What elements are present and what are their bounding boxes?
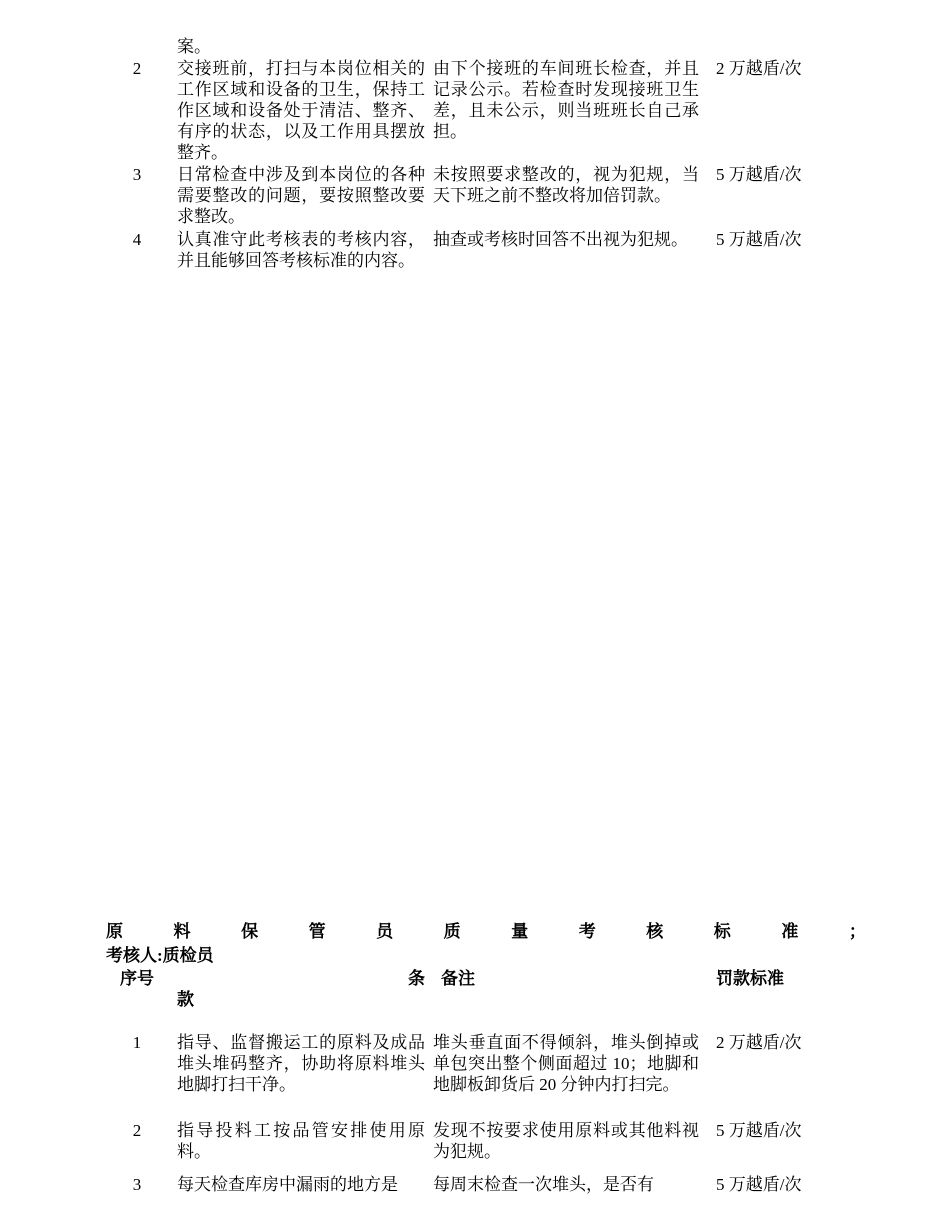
row-number: 3	[132, 165, 142, 184]
header-clause	[177, 968, 425, 1010]
row-fine: 2 万越盾/次	[716, 1033, 802, 1052]
header-clause-b: 款	[177, 990, 194, 1009]
row-note: 由下个接班的车间班长检查，并且记录公示。若检查时发现接班卫生差，且未公示，则当班班长自己承担。	[433, 59, 699, 141]
header-number: 序号	[120, 969, 154, 988]
row-number: 2	[132, 59, 142, 78]
row-clause: 交接班前，打扫与本岗位相关的工作区域和设备的卫生，保持工作区域和设备处于清洁、整齐、有序的状态，以及工作用具摆放整齐。	[177, 59, 425, 162]
row-clause: 日常检查中涉及到本岗位的各种需要整改的问题，要按照整改要求整改。	[177, 165, 425, 226]
row-note: 发现不按要求使用原料或其他料视为犯规。	[433, 1121, 699, 1161]
row-fine: 5 万越盾/次	[716, 1121, 802, 1140]
header-fine: 罚款标准	[716, 969, 784, 988]
row-fine: 5 万越盾/次	[716, 230, 802, 249]
header-note: 备注	[441, 969, 475, 988]
row-number: 3	[132, 1175, 142, 1194]
header-clause-a: 条	[408, 969, 425, 988]
row-number: 2	[132, 1121, 142, 1140]
row-note: 未按照要求整改的，视为犯规，当天下班之前不整改将加倍罚款。	[433, 165, 699, 205]
section-title	[106, 921, 866, 942]
row-note: 堆头垂直面不得倾斜，堆头倒掉或单包突出整个侧面超过 10；地脚和地脚板卸货后 20 分钟内打扫完。	[433, 1033, 699, 1094]
row-number: 4	[132, 230, 142, 249]
title-char: 考	[578, 922, 596, 941]
row-note: 每周末检查一次堆头，是否有	[433, 1175, 654, 1194]
row-clause: 指导、监督搬运工的原料及成品堆头堆码整齐，协助将原料堆头地脚打扫干净。	[177, 1033, 425, 1094]
title-char: 质	[443, 922, 461, 941]
row-fine: 2 万越盾/次	[716, 59, 802, 78]
title-char: ；	[848, 922, 866, 941]
title-char: 保	[241, 922, 259, 941]
row-note: 抽查或考核时回答不出视为犯规。	[433, 230, 688, 249]
row-fine: 5 万越盾/次	[716, 1175, 802, 1194]
title-char: 员	[376, 922, 394, 941]
reviewer-label: 考核人:质检员	[106, 946, 214, 965]
title-char: 量	[511, 922, 529, 941]
row-number: 1	[132, 1033, 142, 1052]
carryover-text: 案。	[177, 37, 211, 56]
row-clause: 每天检查库房中漏雨的地方是	[177, 1175, 398, 1194]
title-char: 原	[106, 922, 123, 941]
row-fine: 5 万越盾/次	[716, 165, 802, 184]
row-clause: 指导投料工按品管安排使用原料。	[177, 1121, 425, 1161]
title-char: 标	[713, 922, 731, 941]
row-clause: 认真准守此考核表的考核内容，并且能够回答考核标准的内容。	[177, 230, 425, 270]
title-char: 料	[173, 922, 191, 941]
title-char: 准	[781, 922, 799, 941]
title-char: 核	[646, 922, 664, 941]
title-char: 管	[308, 922, 326, 941]
